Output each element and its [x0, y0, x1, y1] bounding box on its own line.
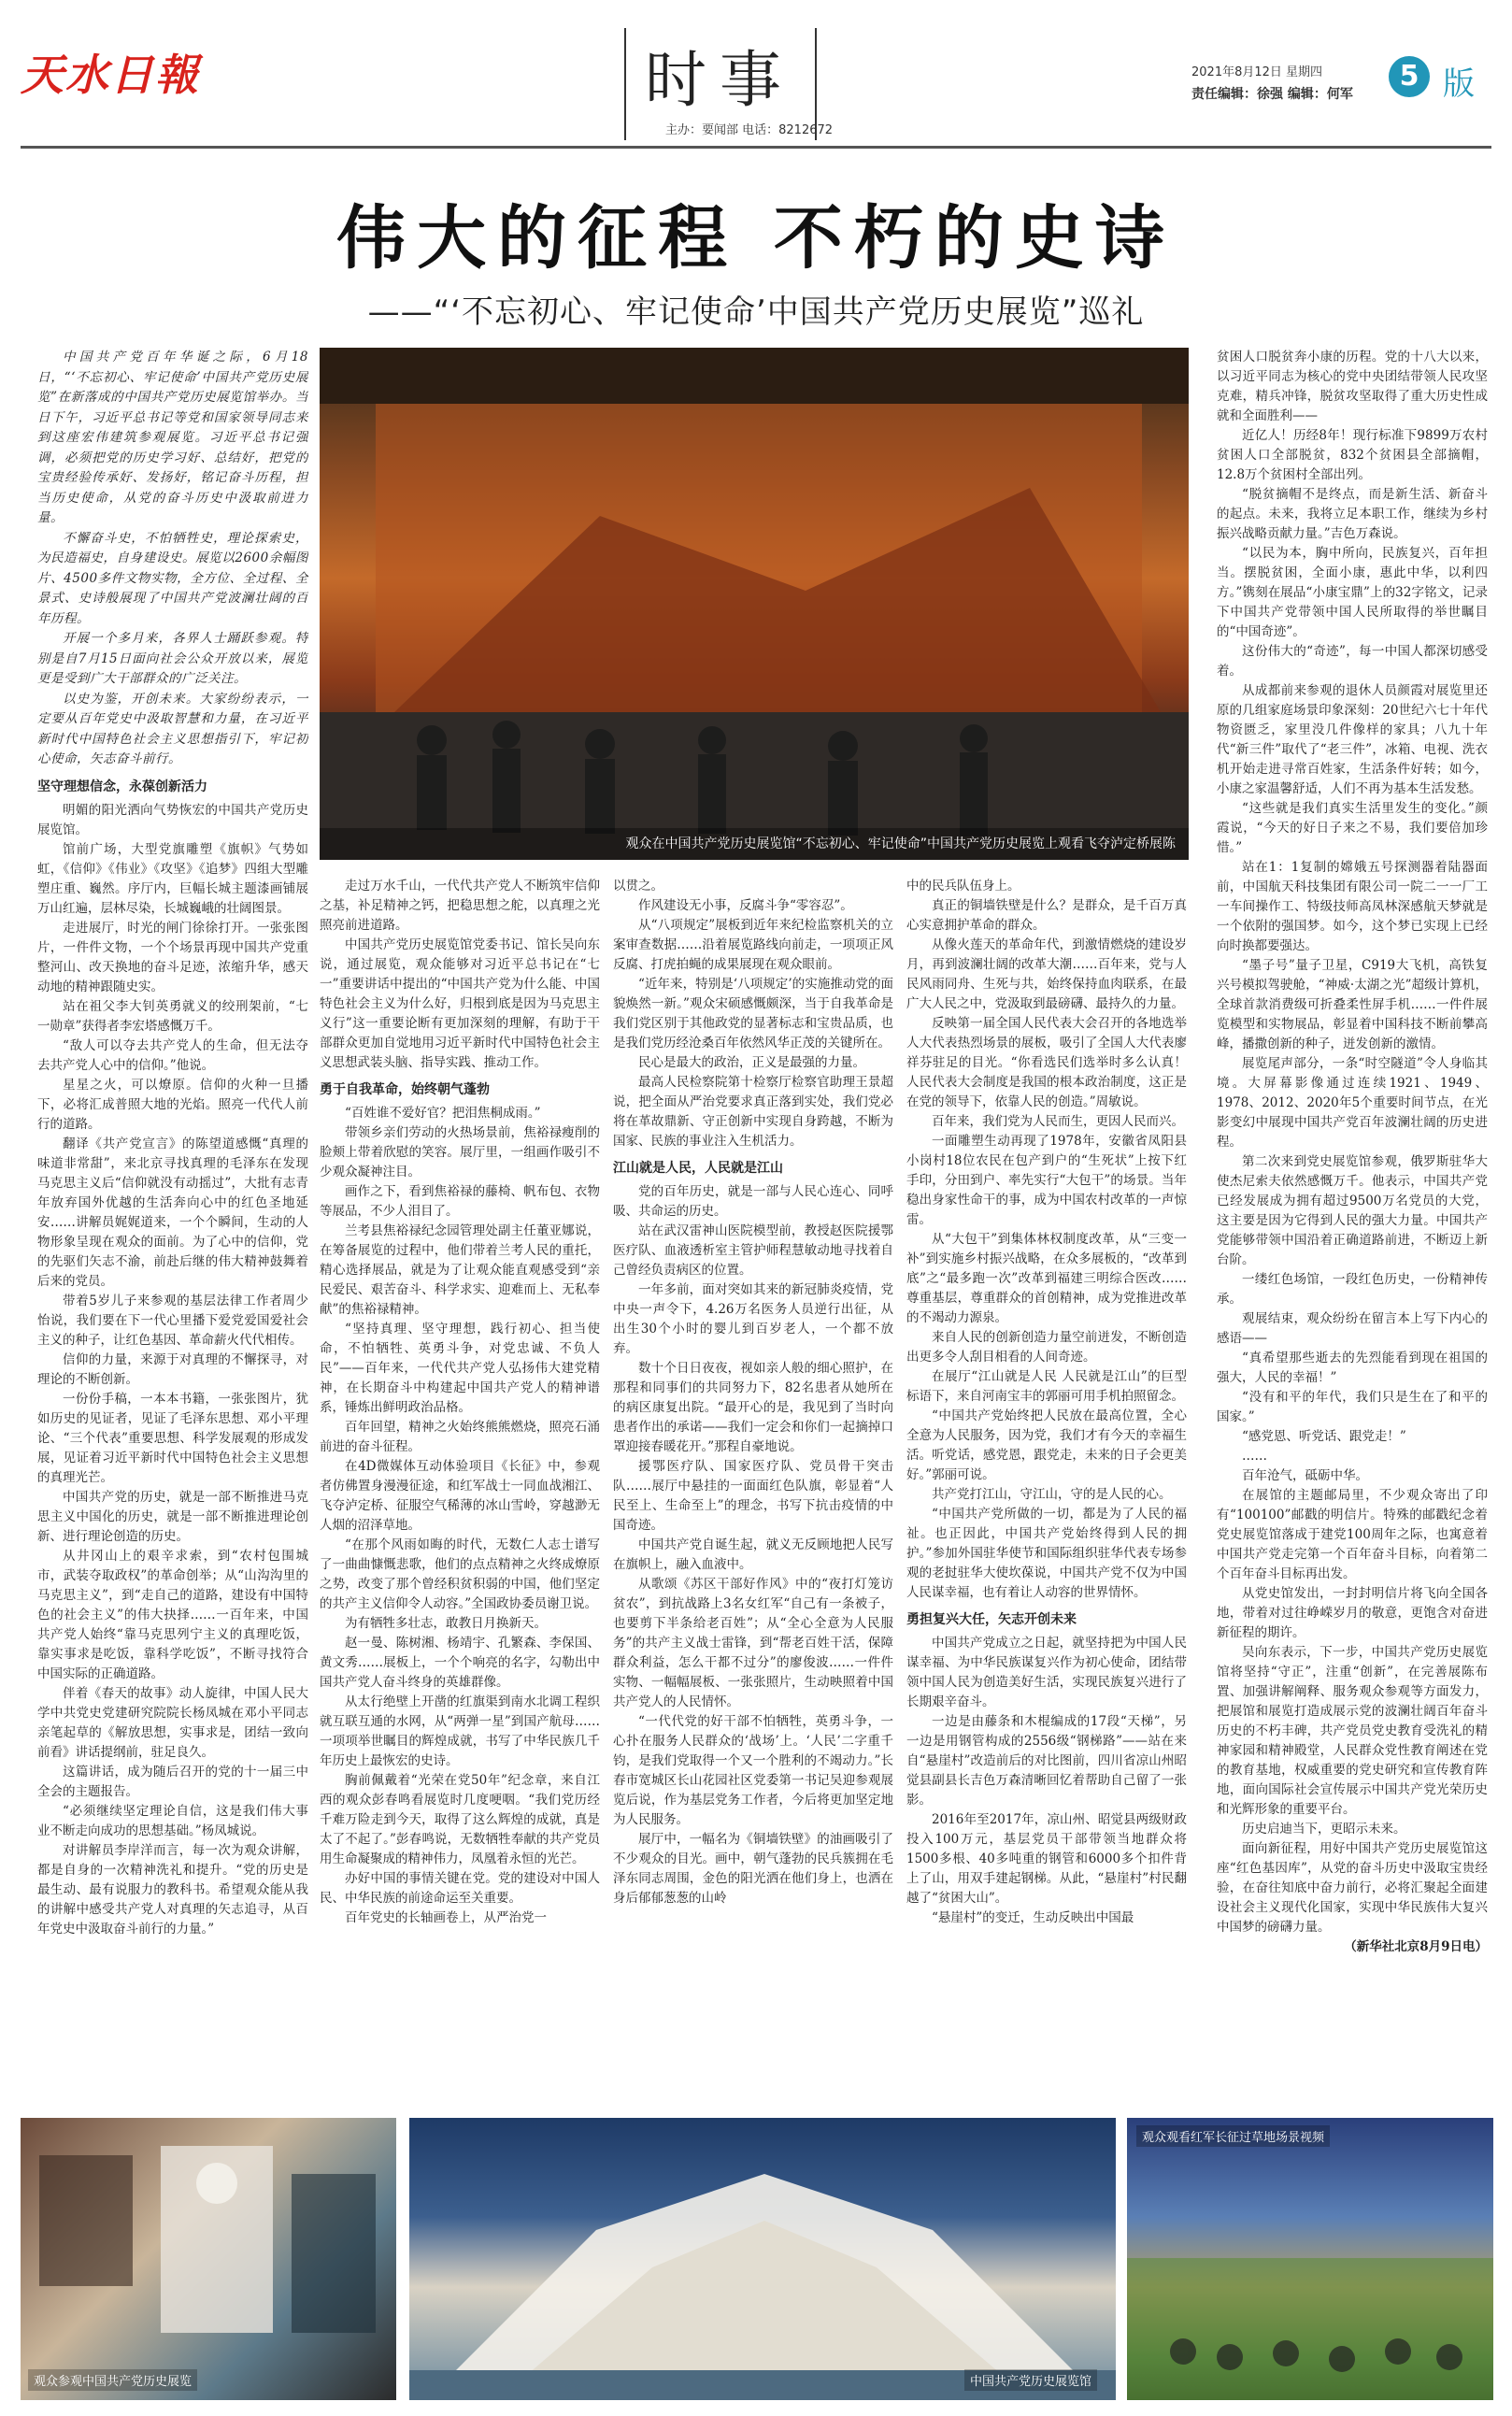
photo-caption: 观众参观中国共产党历史展览 — [28, 2369, 197, 2391]
body-paragraph: 明媚的阳光洒向气势恢宏的中国共产党历史展览馆。 — [37, 802, 308, 837]
body-paragraph: 百年沧气，砥砺中华。 — [1242, 1468, 1368, 1483]
section-heading: 坚守理想信念，永葆创新活力 — [37, 779, 207, 794]
page-suffix: 版 — [1443, 65, 1475, 103]
issue-date: 2021年8月12日 星期四 — [1191, 65, 1323, 79]
news-credit: （新华社北京8月9日电） — [1344, 1939, 1488, 1954]
body-paragraph: “感党恩、听党话、跟党走！” — [1242, 1429, 1406, 1444]
section-heading: 江山就是人民，人民就是江山 — [613, 1161, 783, 1176]
body-paragraph: 最高人民检察院第十检察厅检察官助理王景超说，把全面从严治党要求真正落到实处，我们党必将在革故鼎新、守正创新中实现自身跨越，不断为国家、民族的事业注入生机活力。 — [613, 1075, 893, 1149]
sponsor-line: 主办：要闻部 电话：8212672 — [665, 123, 834, 137]
body-paragraph: 百年党史的长轴画卷上，从严治党一 — [345, 1910, 547, 1925]
body-paragraph: 翻译《共产党宣言》的陈望道感慨“真理的味道非常甜”，来北京寻找真理的毛泽东在发现马克思主义后“信仰就没有动摇过”，大批有志青年放弃国外优越的生活奔向心中的红色圣地延安……讲解员娓娓道来，一个个瞬间，生动的人物形象呈现在观众的面前。为了心中的信仰，党的先驱们矢志不渝，前赴后继的伟大精神鼓舞着后来的党员。 — [37, 1136, 308, 1289]
photo-image — [1127, 2118, 1493, 2400]
body-paragraph: “没有和平的年代，我们只是生在了和平的国家。” — [1217, 1390, 1488, 1424]
body-paragraph: “以民为本，胸中所向，民族复兴，百年担当。摆脱贫困，全面小康，惠此中华，以利四方。”镌刻在展品“小康宝鼎”上的32字铭文，记录下中国共产党带领中国人民所取得的举世瞩目的“中国奇迹”。 — [1217, 546, 1488, 639]
exhibition-photo — [320, 348, 1189, 860]
body-paragraph: 真正的铜墙铁壁是什么？是群众，是千百万真心实意拥护革命的群众。 — [906, 898, 1187, 933]
body-paragraph: 这篇讲话，成为随后召开的党的十一届三中全会的主题报告。 — [37, 1764, 308, 1799]
body-paragraph: “必须继续坚定理论自信，这是我们伟大事业不断走向成功的思想基础。”杨凤城说。 — [37, 1803, 308, 1838]
body-paragraph: 馆前广场，大型党旗雕塑《旗帜》气势如虹，《信仰》《伟业》《攻坚》《追梦》四组大型雕塑庄重、巍然。序厅内，巨幅长城主题漆画铺展万山红遍，层林尽染，长城巍峨的壮阔图景。 — [37, 841, 308, 916]
body-paragraph: 观展结束，观众纷纷在留言本上写下内心的感语—— — [1217, 1311, 1488, 1346]
main-photo — [320, 348, 1189, 860]
body-paragraph: 来自人民的创新创造力量空前迸发，不断创造出更多令人刮目相看的人间奇迹。 — [906, 1330, 1187, 1365]
body-paragraph: 赵一曼、陈树湘、杨靖宇、孔繁森、李保国、黄文秀……展板上，一个个响亮的名字，勾勒出中国共产党人奋斗终身的英雄群像。 — [320, 1636, 600, 1690]
body-paragraph: 一年多前，面对突如其来的新冠肺炎疫情，党中央一声令下，4.26万名医务人员逆行出征，从出生30个小时的婴儿到百岁老人，一个都不放弃。 — [613, 1282, 893, 1356]
intro-paragraph: 不懈奋斗史，不怕牺牲史，理论探索史，为民造福史，自身建设史。展览以2600余幅图片、4500多件文物实物，全方位、全过程、全景式、史诗般展现了中国共产党波澜壮阔的百年历程。 — [37, 530, 308, 626]
body-paragraph: 一面雕塑生动再现了1978年，安徽省凤阳县小岗村18位农民在包产到户的“生死状”上按下红手印，分田到户、率先实行“大包干”的场景。当年稳出身家性命干的事，成为中国农村改革的一声惊雷。 — [906, 1134, 1187, 1227]
article-column-1 — [37, 348, 308, 2086]
intro-paragraph: 开展一个多月来，各界人士踊跃参观。特别是自7月15日面向社会公众开放以来，展览更是受到广大干部群众的广泛关注。 — [37, 631, 308, 686]
body-paragraph: 从井冈山上的艰辛求索，到“农村包围城市，武装夺取政权”的革命创举；从“山沟沟里的马克思主义”，到“走自己的道路，建设有中国特色的社会主义”的伟大抉择……一百年来，中国共产党人始终“靠马克思列宁主义的真理吃饭，靠实事求是吃饭，靠科学吃饭”，不断寻找符合中国实际的正确道路。 — [37, 1548, 308, 1681]
body-paragraph: 从歌颂《苏区干部好作风》中的“夜打灯笼访贫农”，到抗战路上3名女红军“自己有一条被子，也要剪下半条给老百姓”；从“全心全意为人民服务”的共产主义战士雷锋，到“帮老百姓干活，保障群众利益，怎么干都不过分”的廖俊波……一件件实物、一幅幅展板、一张张照片，生动映照着中国共产党人的人民情怀。 — [613, 1577, 893, 1709]
body-paragraph: 从“八项规定”展板到近年来纪检监察机关的立案审查数据……沿着展览路线向前走，一项项正风反腐、打虎拍蝇的成果展现在观众眼前。 — [613, 918, 893, 972]
masthead-rule — [21, 146, 1491, 149]
body-paragraph: 近亿人！历经8年！现行标准下9899万农村贫困人口全部脱贫，832个贫困县全部摘帽，12.8万个贫困村全部出列。 — [1217, 428, 1488, 482]
photo-sculpture — [409, 2118, 1116, 2400]
body-paragraph: …… — [1242, 1449, 1267, 1464]
body-paragraph: 兰考县焦裕禄纪念园管理处副主任董亚娜说，在筹备展览的过程中，他们带着兰考人民的重托，精心选择展品，就是为了让观众能直观感受到“亲民爱民、艰苦奋斗、科学求实、迎难而上、无私奉献”的焦裕禄精神。 — [320, 1223, 600, 1317]
body-paragraph: 一缕红色场馆，一段红色历史，一份精神传承。 — [1217, 1272, 1488, 1307]
body-paragraph: 展览尾声部分，一条“时空隧道”令人身临其境。大屏幕影像通过连续1921、1949、1978、2012、2020年5个重要时间节点，在光影变幻中展现中国共产党百年波澜壮阔的历史进程。 — [1217, 1056, 1488, 1150]
body-paragraph: 2016年至2017年，凉山州、昭觉县两级财政投入100万元，基层党员干部带领当地群众将1500多根、40多吨重的钢管和6000多个扣件背上了山，用双手建起钢梯。从此，“悬崖村”村民翻越了“贫困大山”。 — [906, 1812, 1187, 1906]
body-paragraph: 贫困人口脱贫奔小康的历程。党的十八大以来，以习近平同志为核心的党中央团结带领人民攻坚克难，精兵冲锋，脱贫攻坚取得了重大历史性成就和全面胜利—— — [1217, 350, 1488, 423]
body-paragraph: “真希望那些逝去的先烈能看到现在祖国的强大，人民的幸福！” — [1217, 1351, 1488, 1385]
body-paragraph: 一边是由藤条和木棍编成的17段“天梯”，另一边是用钢管构成的2556级“钢梯路”——站在来自“悬崖村”改造前后的对比图前，四川省凉山州昭觉县副县长吉色万森清晰回忆着帮助自己留了一张影。 — [906, 1714, 1187, 1808]
section-heading: 勇担复兴大任，矢志开创未来 — [906, 1612, 1077, 1627]
body-paragraph: “中国共产党始终把人民放在最高位置，全心全意为人民服务，因为党，我们才有今天的幸福生活。听党话，感党恩，跟党走，未来的日子会更美好。”郭丽可说。 — [906, 1408, 1187, 1482]
body-paragraph: 在展馆的主题邮局里，不少观众寄出了印有“100100”邮戳的明信片。特殊的邮戳纪念着党史展览馆落成于建党100周年之际，也寓意着中国共产党走完第一个百年奋斗目标，向着第二个百年奋斗目标再出发。 — [1217, 1488, 1488, 1581]
photo-caption: 中国共产党历史展览馆 — [964, 2369, 1097, 2391]
body-paragraph: 以贯之。 — [613, 879, 663, 893]
photo-image — [409, 2118, 1116, 2400]
article-column-4 — [906, 877, 1187, 2086]
section-heading: 勇于自我革命，始终朝气蓬勃 — [320, 1082, 490, 1097]
body-paragraph: 吴向东表示，下一步，中国共产党历史展览馆将坚持“守正”，注重“创新”，在完善展陈布置、加强讲解阐释、服务观众参观等方面发力，把展馆和展览打造成展示党的波澜壮阔百年奋斗历史的不朽丰碑，共产党员党史教育受洗礼的精神家园和精神殿堂，人民群众党性教育阐述在党的教育基地，权威重要的党史研究和宣传教育阵地，面向国际社会宣传展示中国共产党光荣历史和光辉形象的重要平台。 — [1217, 1645, 1488, 1817]
body-paragraph: 从“大包干”到集体林权制度改革，从“三变一补”到实施乡村振兴战略，在众多展板的，“改革到底”之“最多跑一次”改革到福建三明综合医改……尊重基层，尊重群众的首创精神，成为党推进改革的不竭动力源泉。 — [906, 1232, 1187, 1325]
body-paragraph: 中国共产党成立之日起，就坚持把为中国人民谋幸福、为中华民族谋复兴作为初心使命，团结带领中国人民为创造美好生活，实现民族复兴进行了长期艰辛奋斗。 — [906, 1636, 1187, 1709]
body-paragraph: 站在祖父李大钊英勇就义的绞刑架前，“七一勋章”获得者李宏塔感慨万千。 — [37, 998, 308, 1034]
masthead-divider — [624, 28, 626, 140]
body-paragraph: “这些就是我们真实生活里发生的变化。”颜霞说，“今天的好日子来之不易，我们要倍加珍惜。” — [1217, 801, 1488, 855]
body-paragraph: 反映第一届全国人民代表大会召开的各地选举人大代表热烈场景的展板，吸引了全国人大代表廖祥芬驻足的目光。“你看选民们选举时多么认真！人民代表大会制度是我国的根本政治制度，这正是在党的领导下，依靠人民的创造。”周敏说。 — [906, 1016, 1187, 1109]
body-paragraph: “悬崖村”的变迁，生动反映出中国最 — [932, 1910, 1134, 1925]
article-intro — [37, 348, 308, 770]
intro-paragraph: 以史为鉴，开创未来。大家纷纷表示，一定要从百年党史中汲取智慧和力量，在习近平新时代中国特色社会主义思想指引下，牢记初心使命，矢志奋斗前行。 — [37, 691, 308, 766]
article-column-2 — [320, 877, 600, 2086]
body-paragraph: 援鄂医疗队、国家医疗队、党员骨干突击队……展厅中悬挂的一面面红色队旗，彰显着“人民至上、生命至上”的理念，书写下抗击疫情的中国奇迹。 — [613, 1459, 893, 1533]
body-paragraph: 伴着《春天的故事》动人旋律，中国人民大学中共党史党建研究院院长杨凤城在邓小平同志亲笔起草的《解放思想，实事求是，团结一致向前看》讲话提纲前，驻足良久。 — [37, 1685, 308, 1760]
body-paragraph: “敌人可以夺去共产党人的生命，但无法夺去共产党人心中的信仰。”他说。 — [37, 1037, 308, 1073]
body-paragraph: 为有牺牲多壮志，敢教日月换新天。 — [345, 1616, 547, 1631]
body-paragraph: 中国共产党的历史，就是一部不断推进马克思主义中国化的历史，就是一部不断推进理论创新、进行理论创造的历史。 — [37, 1489, 308, 1544]
body-paragraph: 胸前佩戴着“光荣在党50年”纪念章，来自江西的观众彭春鸣看展览时几度哽咽。“我们党历经千难万险走到今天，取得了这么辉煌的成就，真是太了不起了。”彭春鸣说，无数牺牲奉献的共产党员用生命凝聚成的精神伟力，凤凰着永恒的光芒。 — [320, 1773, 600, 1866]
newspaper-logo: 天水日報 — [21, 50, 200, 100]
photo-image — [21, 2118, 396, 2400]
article-headline: 伟大的征程 不朽的史诗 — [336, 198, 1176, 279]
body-paragraph: “一代代党的好干部不怕牺牲，英勇斗争，一心扑在服务人民群众的‘战场’上。‘人民’二字重千钧，是我们党取得一个又一个胜利的不竭动力。”长春市宽城区长山花园社区党委第一书记吴迎参观展览后说，作为基层党务工作者，今后将更加坚定地为人民服务。 — [613, 1714, 893, 1827]
body-paragraph: 走进展厅，时光的闸门徐徐打开。一张张图片，一件件文物，一个个场景再现中国共产党重整河山、改天换地的奋斗足迹，浓缩升华，感天动地的精神跟随史实。 — [37, 920, 308, 994]
article-column-5 — [1217, 348, 1488, 2105]
body-paragraph: “中国共产党所做的一切，都是为了人民的福祉。也正因此，中国共产党始终得到人民的拥护。”参加外国驻华使节和国际组织驻华代表专场参观的老挝驻华大使坎葆说，中国共产党不仅为中国人民谋幸福，也有着让人动容的世界情怀。 — [906, 1507, 1187, 1600]
body-paragraph: 历史启迪当下，更昭示未来。 — [1242, 1822, 1406, 1837]
photo-grassland — [1127, 2118, 1493, 2400]
body-paragraph: “在那个风雨如晦的时代，无数仁人志士谱写了一曲曲慷慨悲歌，他们的点点精神之火终成燎原之势，改变了那个曾经积贫积弱的中国，他们坚定的共产主义信仰令人动容。”全国政协委员谢卫说。 — [320, 1537, 600, 1611]
body-paragraph: 党的百年历史，就是一部与人民心连心、同呼吸、共命运的历史。 — [613, 1184, 893, 1219]
body-paragraph: 中的民兵队伍身上。 — [906, 879, 1020, 893]
body-paragraph: 展厅中，一幅名为《铜墙铁壁》的油画吸引了不少观众的目光。画中，朝气蓬勃的民兵簇拥在毛泽东同志周围，金色的阳光洒在他们身上，也洒在身后郁郁葱葱的山岭 — [613, 1832, 893, 1906]
body-paragraph: 画作之下，看到焦裕禄的藤椅、帆布包、衣物等展品，不少人泪目了。 — [320, 1184, 600, 1219]
body-paragraph: 中国共产党历史展览馆党委书记、馆长吴向东说，通过展览，观众能够对习近平总书记在“七一”重要讲话中提出的“中国共产党为什么能、中国特色社会主义为什么好，归根到底是因为马克思主义行”这一重要论断有更加深刻的理解，有助于干部群众更加自觉地用习近平新时代中国特色社会主义思想武装头脑、指导实践、推动工作。 — [320, 937, 600, 1070]
body-paragraph: “墨子号”量子卫星，C919大飞机，高铁复兴号模拟驾驶舱，“神威·太湖之光”超级计算机，全球首款消费级可折叠柔性屏手机……一件件展览模型和实物展品，彰显着中国科技不断前攀高峰，播撒创新的种子，迸发创新的激情。 — [1217, 958, 1488, 1051]
body-paragraph: “百姓谁不爱好官？把泪焦桐成雨。” — [345, 1106, 541, 1121]
main-photo-caption: 观众在中国共产党历史展览馆“不忘初心、牢记使命”中国共产党历史展览上观看飞夺泸定桥展陈 — [625, 836, 1176, 851]
article-subheadline: ——“‘不忘初心、牢记使命’中国共产党历史展览”巡礼 — [367, 293, 1145, 331]
body-paragraph: 从党史馆发出，一封封明信片将飞向全国各地，带着对过往峥嵘岁月的敬意，更饱含对奋进新征程的期许。 — [1217, 1586, 1488, 1640]
body-paragraph: 一份份手稿，一本本书籍，一张张图片，犹如历史的见证者，见证了毛泽东思想、邓小平理论、“三个代表”重要思想、科学发展观的形成发展，见证着习近平新时代中国特色社会主义思想的真理光芒。 — [37, 1391, 308, 1485]
body-paragraph: 站在1：1复制的嫦娥五号探测器着陆器面前，中国航天科技集团有限公司一院二一一厂工一车间操作工、特级技师高凤林深感航天梦就是一个依附的强国梦。如今，这个梦已实现上已经向时换都要强达。 — [1217, 860, 1488, 953]
body-paragraph: 站在武汉雷神山医院模型前，教授赵医院援鄂医疗队、血液透析室主管护师程慧敏动地寻找着自己曾经负责病区的位置。 — [613, 1223, 893, 1278]
body-paragraph: “脱贫摘帽不是终点，而是新生活、新奋斗的起点。未来，我将立足本职工作，继续为乡村振兴战略贡献力量。”吉色万森说。 — [1217, 487, 1488, 541]
body-paragraph: 在4D微媒体互动体验项目《长征》中，参观者仿佛置身漫漫征途，和红军战士一同血战湘江、飞夺泸定桥、征服空气稀薄的冰山雪岭，穿越渺无人烟的沼泽草地。 — [320, 1459, 600, 1533]
body-paragraph: 数十个日日夜夜，视如亲人般的细心照护，在那程和同事们的共同努力下，82名患者从她所在的病区康复出院。“最开心的是，我见到了当时向患者作出的承诺——我们一定会和你们一起摘掉口罩迎接春暖花开。”那程自豪地说。 — [613, 1361, 893, 1454]
body-paragraph: 星星之火，可以燎原。信仰的火种一旦播下，必将汇成普照大地的光焰。照亮一代代人前行的道路。 — [37, 1077, 308, 1132]
body-paragraph: 带领乡亲们劳动的火热场景前，焦裕禄瘦削的脸颊上带着欣慰的笑容。展厅里，一组画作吸引不少观众凝神注目。 — [320, 1125, 600, 1179]
section-title: 时事 — [645, 44, 794, 116]
body-paragraph: “近年来，特别是‘八项规定’的实施推动党的面貌焕然一新。”观众宋硕感慨颇深，当于自我革命是我们党区别于其他政党的显著标志和宝贵品质，也是我们党历经沧桑百年依然风华正茂的关键所在。 — [613, 977, 893, 1051]
body-paragraph: 中国共产党自诞生起，就义无反顾地把人民写在旗帜上，融入血液中。 — [613, 1537, 893, 1572]
page-number-badge: 5 — [1389, 56, 1430, 97]
photo-caption: 观众观看红军长征过草地场景视频 — [1136, 2125, 1330, 2147]
body-paragraph: 第二次来到党史展览馆参观，俄罗斯驻华大使杰尼索夫依然感慨万千。他表示，中国共产党已经发展成为拥有超过9500万名党员的大党，这主要是因为它得到人民的强大力量。中国共产党能够带领中国沿着正确道路前进，不断迈上新台阶。 — [1217, 1154, 1488, 1267]
body-paragraph: 在展厅“江山就是人民 人民就是江山”的巨型标语下，来自河南宝丰的郭丽可用手机拍照留念。 — [906, 1369, 1187, 1404]
body-paragraph: 从成都前来参观的退休人员颜霞对展览里还原的几组家庭场景印象深刻：20世纪六七十年代物资匮乏，家里没几件像样的家具；八九十年代“新三件”取代了“老三件”，冰箱、电视、洗衣机开始走进寻常百姓家，生活条件好转；如今，小康之家温馨舒适，人们不再为基本生活发愁。 — [1217, 683, 1488, 796]
photo-visitors — [21, 2118, 396, 2400]
body-paragraph: 办好中国的事情关键在党。党的建设对中国人民、中华民族的前途命运至关重要。 — [320, 1871, 600, 1906]
body-paragraph: 从太行绝壁上开凿的红旗渠到南水北调工程织就互联互通的水网，从“两弹一星”到国产航母……一项项举世瞩目的辉煌成就，书写了中华民族几千年历史上最恢宏的史诗。 — [320, 1694, 600, 1768]
intro-paragraph: 中国共产党百年华诞之际，6月18日，“‘不忘初心、牢记使命’中国共产党历史展览”在新落成的中国共产党历史展览馆举办。当日下午，习近平总书记等党和国家领导同志来到这座宏伟建筑参观展览。习近平总书记强调，必须把党的历史学习好、总结好，把党的宝贵经验传承好、发扬好，铭记奋斗历程，担当历史使命，从党的奋斗历史中汲取前进力量。 — [37, 350, 308, 525]
body-paragraph: 这份伟大的“奇迹”，每一中国人都深切感受着。 — [1217, 644, 1488, 679]
body-paragraph: 走过万水千山，一代代共产党人不断筑牢信仰之基，补足精神之钙，把稳思想之舵，以真理之光照亮前进道路。 — [320, 879, 600, 933]
editors-line: 责任编辑：徐强 编辑：何军 — [1191, 87, 1353, 102]
body-paragraph: 从像火莲天的革命年代，到激情燃烧的建设岁月，再到波澜壮阔的改革大潮……百年来，党与人民风雨同舟、生死与共，始终保持血肉联系，在最广大人民之中，党汲取到最磅礴、最持久的力量。 — [906, 937, 1187, 1011]
body-paragraph: 百年回望，精神之火始终熊熊燃烧，照亮石涌前进的奋斗征程。 — [320, 1420, 600, 1454]
body-paragraph: 民心是最大的政治，正义是最强的力量。 — [638, 1055, 865, 1070]
body-paragraph: 带着5岁儿子来参观的基层法律工作者周少怡说，我们要在下一代心里播下爱党爱国爱社会主义的种子，让红色基因、革命薪火代代相传。 — [37, 1293, 308, 1348]
body-paragraph: 共产党打江山，守江山，守的是人民的心。 — [932, 1487, 1172, 1502]
body-paragraph: “坚持真理、坚守理想，践行初心、担当使命，不怕牺牲、英勇斗争，对党忠诚、不负人民”——百年来，一代代共产党人弘扬伟大建党精神，在长期奋斗中构建起中国共产党人的精神谱系，锤炼出鲜明政治品格。 — [320, 1322, 600, 1415]
body-paragraph: 对讲解员李岸洋而言，每一次为观众讲解，都是自身的一次精神洗礼和提升。“党的历史是最生动、最有说服力的教科书。希望观众能从我的讲解中感受共产党人对真理的矢志追寻，从百年党史中汲取奋斗前行的力量。” — [37, 1842, 308, 1937]
body-paragraph: 面向新征程，用好中国共产党历史展览馆这座“红色基因库”，从党的奋斗历史中汲取宝贵经验，在奋往知底中奋力前行，必将汇聚起全面建设社会主义现代化国家，实现中华民族伟大复兴中国梦的磅礴力量。 — [1217, 1841, 1488, 1935]
article-column-3 — [613, 877, 893, 2086]
body-paragraph: 作风建设无小事，反腐斗争“零容忍”。 — [638, 898, 853, 913]
masthead — [0, 0, 1512, 150]
body-paragraph: 百年来，我们党为人民而生，更因人民而兴。 — [932, 1114, 1184, 1129]
body-paragraph: 信仰的力量，来源于对真理的不懈探寻，对理论的不断创新。 — [37, 1351, 308, 1387]
